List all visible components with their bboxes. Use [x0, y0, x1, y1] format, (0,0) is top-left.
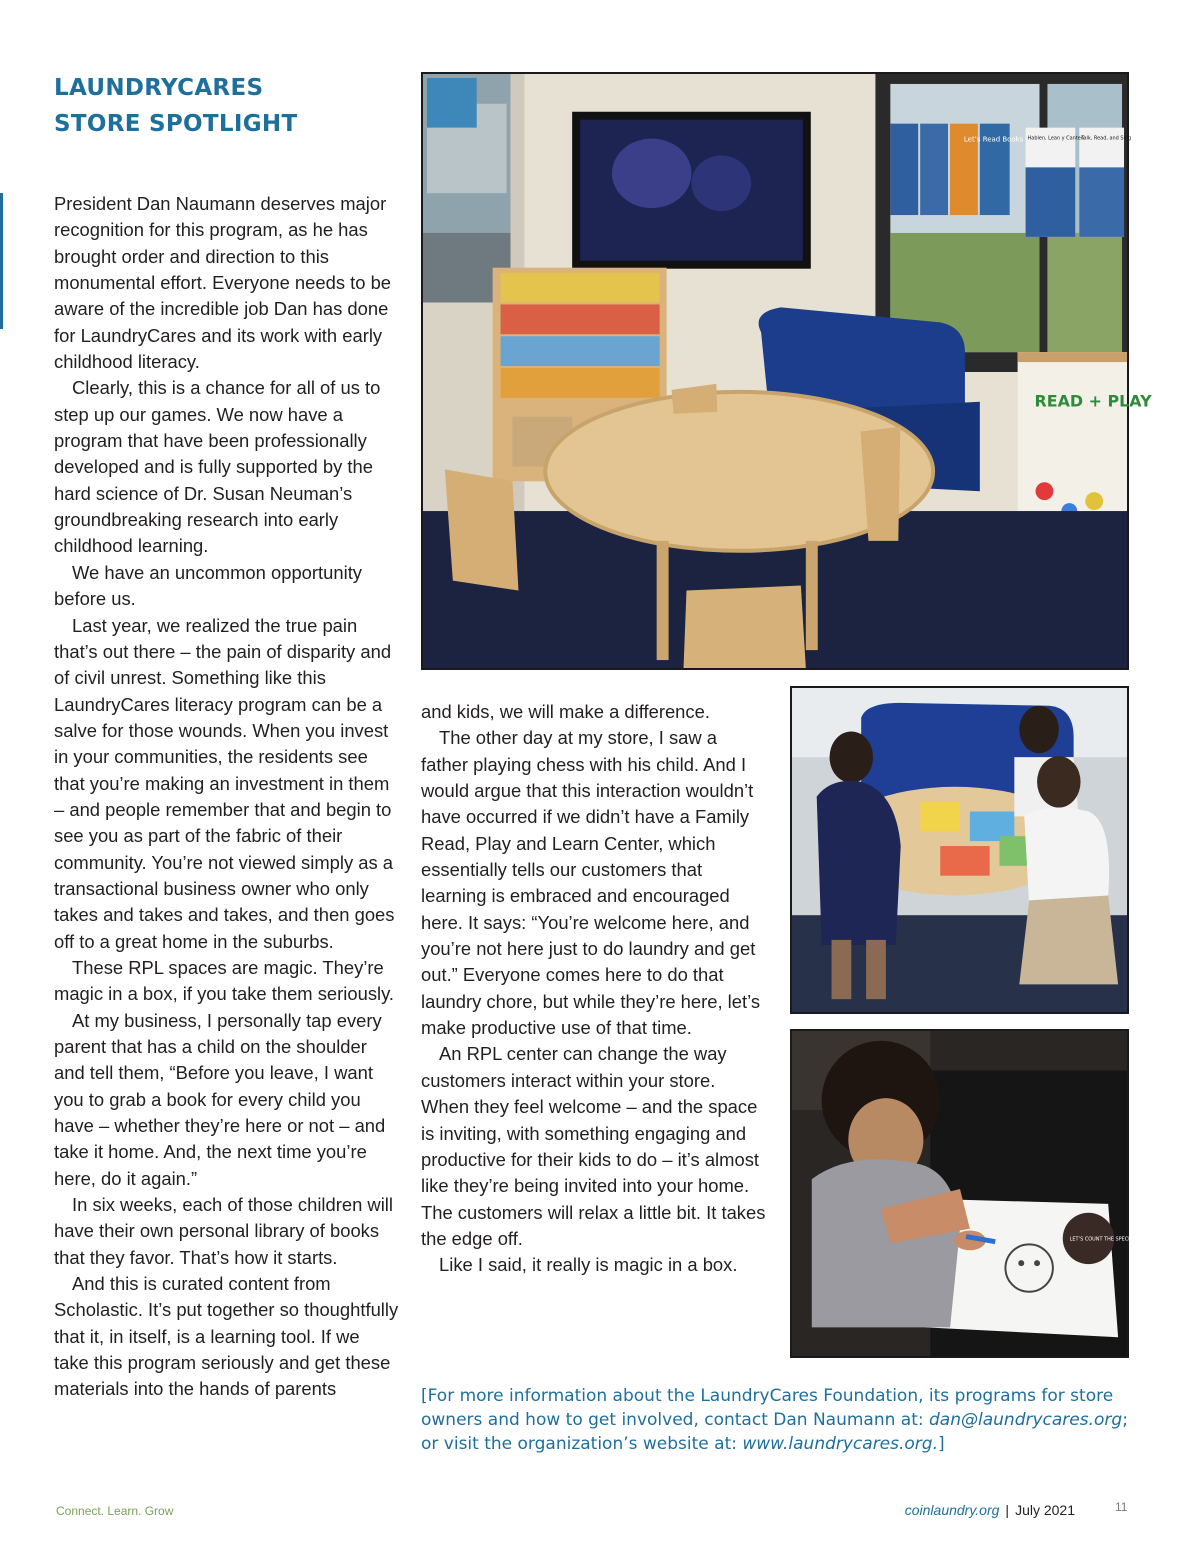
lets-count-specks-label: LET’S COUNT THE SPECKS: [1069, 1236, 1135, 1243]
note-mid-text: ; or visit the organization’s website at:: [421, 1410, 1128, 1454]
paragraph: The other day at my store, I saw a father playing chess with his child. And I would argue that this interaction wouldn’t have occurred if we didn’t have a Family Read, Play and Learn Center, which essentially tells our customers that learning is embraced and encouraged here. It says: “You’re welcome here, and you’re not here just to do laundry and get out.” Everyone comes here to do that laundry chore, but while they’re here, let’s make productive use of that time.: [421, 727, 761, 1039]
poster-talk-read-sing: Talk, Read, and Sing: [1081, 135, 1132, 142]
paragraph: Last year, we realized the true pain that’s out there – the pain of disparity and of civil unrest. Something like this LaundryCares literacy program can be a salve for those wounds. When you invest in your communities, the residents see that you’re making an investment in them – and people remember that and begin to see you as part of the fabric of their community. You’re not viewed simply as a transactional business owner who only takes and takes and takes, and then goes off to a great home in the suburbs.: [54, 614, 395, 952]
paragraph: An RPL center can change the way customers interact within your store. When they feel welcome – and the space is inviting, with something engaging and productive for their kids to do – it’s almost like they’re being invited into your home. The customers will relax a little bit. It takes the edge off.: [421, 1043, 766, 1249]
heading-line-2: STORE SPOTLIGHT: [54, 111, 298, 137]
footer-site-link[interactable]: coinlaundry.org: [904, 1502, 1000, 1518]
footer-publication: [905, 1502, 1075, 1518]
paragraph: President Dan Naumann deserves major recognition for this program, as he has brought order and direction to this monumental effort. Everyone needs to be aware of the incredible job Dan has done for LaundryCares and its work with early childhood literacy.: [54, 193, 392, 373]
article-column-1: [54, 191, 399, 1403]
paragraph: And this is curated content from Scholastic. It’s put together so thoughtfully that it, in itself, is a learning tool. If we take this program seriously and get these materials into the hands of parents: [54, 1273, 399, 1400]
paragraph: Like I said, it really is magic in a box.: [439, 1254, 738, 1276]
paragraph: In six weeks, each of those children will have their own personal library of books that they favor. That’s how it starts.: [54, 1194, 393, 1268]
contact-email-link[interactable]: dan@laundrycares.org: [929, 1410, 1123, 1430]
child-coloring-photo: [790, 1029, 1135, 1358]
paragraph: At my business, I personally tap every parent that has a child on the shoulder and tell them, “Before you leave, I want you to grab a book for every child you have – whether they’re here or not – and take it home. And, the next time you’re here, do it again.”: [54, 1009, 386, 1189]
paragraph: We have an uncommon opportunity before us.: [54, 561, 362, 610]
reading-corner-photo: [421, 72, 1152, 670]
footer-issue-date: July 2021: [1015, 1502, 1075, 1518]
footer-separator: |: [1005, 1502, 1010, 1518]
contact-note: [421, 1384, 1141, 1456]
note-close-text: ]: [938, 1434, 945, 1454]
poster-lets-read-books: Let’s Read Books: [963, 135, 1024, 144]
poster-hablen-lean: Hablen, Lean y Canten: [1027, 135, 1084, 142]
paragraph: and kids, we will make a difference.: [421, 701, 710, 722]
paragraph: These RPL spaces are magic. They’re magic in a box, if you take them seriously.: [54, 956, 395, 1005]
article-column-2: [421, 699, 766, 1279]
footer-tagline: Connect. Learn. Grow: [56, 1504, 174, 1518]
edge-accent-bar: [0, 193, 3, 329]
page-number: 11: [1115, 1500, 1128, 1514]
website-link[interactable]: www.laundrycares.org.: [742, 1434, 938, 1454]
kids-reading-photo: [790, 686, 1129, 1014]
note-open-text: [For more information about the LaundryCares Foundation, its programs for store owners and how to get involved, contact Dan Naumann at:: [421, 1386, 1114, 1430]
paragraph: Clearly, this is a chance for all of us to step up our games. We now have a program that have been professionally developed and is fully supported by the hard science of Dr. Susan Neuman’s groundbreaking research into early childhood learning.: [54, 377, 381, 557]
section-heading: [54, 70, 297, 142]
board-read-play: READ + PLAY: [1034, 391, 1152, 411]
heading-line-1: LAUNDRYCARES: [54, 75, 264, 101]
